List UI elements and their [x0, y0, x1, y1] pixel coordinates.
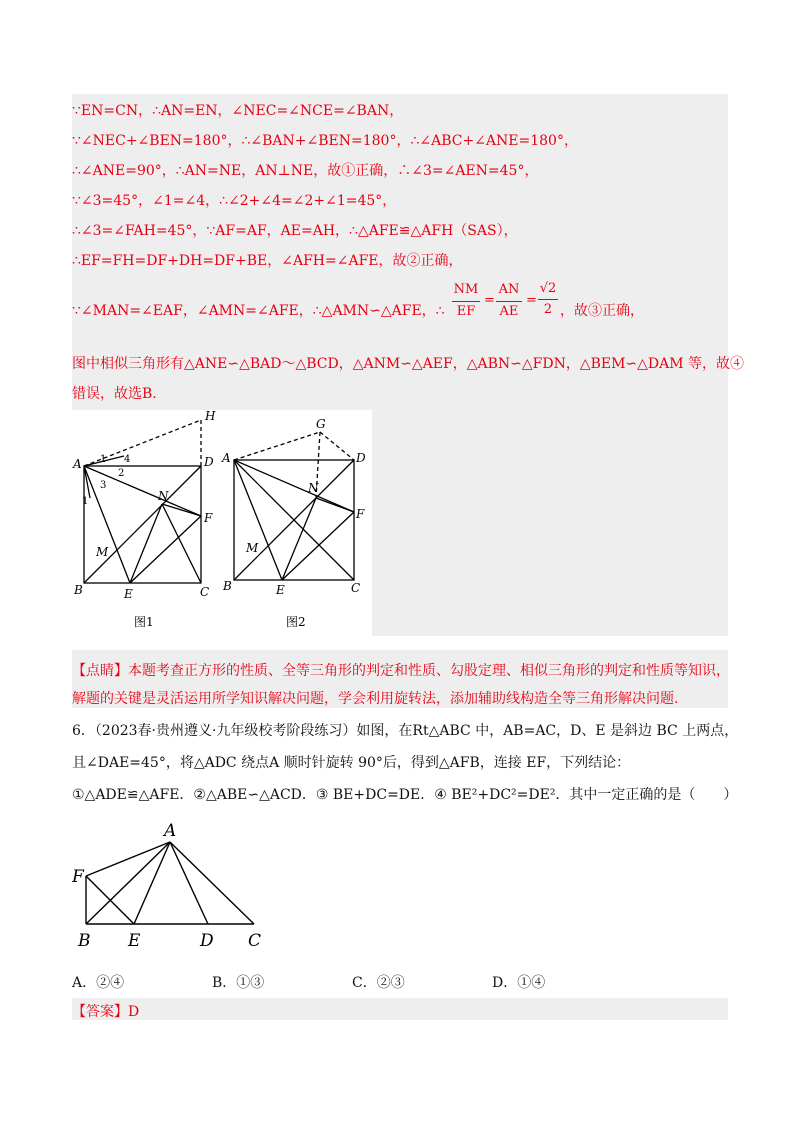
- fraction-nm-ef: [452, 282, 480, 322]
- comment-line-2: 解题的关键是灵活运用所学知识解决问题，学会利用旋转法，添加辅助线构造全等三角形解决问题.: [72, 691, 679, 707]
- angle-4-label: 4: [124, 454, 131, 465]
- fraction-denominator: AE: [499, 304, 519, 319]
- label-N: N: [308, 481, 319, 495]
- comment-tag: 【点睛】: [72, 663, 128, 679]
- angle-1-label: 1: [100, 454, 107, 465]
- answer-value: D: [128, 1004, 140, 1020]
- label-D: D: [204, 455, 214, 469]
- solution-line-2: ∵∠NEC+∠BEN=180°，∴∠BAN+∠BEN=180°，∴∠ABC+∠ANE=180°，: [72, 133, 578, 149]
- solution-line-5: ∴∠3=∠FAH=45°，∵AF=AF，AE=AH，∴△AFE≌△AFH（SAS），: [72, 223, 518, 239]
- option-a: A．②④: [72, 975, 125, 991]
- fraction-an-ae: [496, 282, 522, 322]
- square-figures: [72, 410, 372, 636]
- label-N: N: [158, 489, 169, 503]
- fraction-bar: [496, 301, 522, 302]
- option-d: D．①④: [492, 975, 546, 991]
- label-B: B: [223, 579, 232, 593]
- fraction-numerator: √2: [539, 281, 557, 296]
- label-E: E: [124, 587, 133, 601]
- angle-2-label: 2: [118, 468, 125, 479]
- label-G: G: [316, 417, 326, 431]
- equals-sign: =: [526, 293, 537, 308]
- similar-line-1: 图中相似三角形有△ANE∽△BAD～△BCD，△ANM∽△AEF，△ABN∽△FDN，△BEM∽△DAM 等，故④: [72, 356, 745, 372]
- option-b: B．①③: [212, 975, 265, 991]
- fraction-bar: [538, 299, 558, 300]
- question-line-1: 6．（2023春·贵州遵义·九年级校考阶段练习）如图，在Rt△ABC 中，AB=AC，D、E 是斜边 BC 上两点，: [72, 723, 739, 739]
- solution-line-3: ∴∠ANE=90°，∴AN=NE，AN⊥NE，故①正确，∴∠3=∠AEN=45°，: [72, 163, 539, 179]
- label-E: E: [128, 931, 141, 951]
- fraction-root2-over-2: [538, 280, 558, 322]
- fraction-denominator: EF: [456, 304, 476, 319]
- equals-sign: =: [484, 293, 495, 308]
- triangle-figure: [72, 816, 272, 952]
- label-F: F: [72, 867, 84, 887]
- comment-line-1: [72, 660, 730, 680]
- ratio-line-suffix: ，故③正确，: [560, 303, 644, 319]
- fraction-numerator: NM: [453, 282, 479, 297]
- solution-line-6: ∴EF=FH=DF+DH=DF+BE，∠AFH=∠AFE，故②正确，: [72, 253, 463, 269]
- solution-line-1: ∵EN=CN，∴AN=EN，∠NEC=∠NCE=∠BAN，: [72, 103, 404, 119]
- question-line-3: ①△ADE≌△AFE．②△ABE∽△ACD．③ BE+DC=DE．④ BE²+DC²=DE²．其中一定正确的是（ ）: [72, 787, 738, 803]
- label-F: F: [204, 511, 213, 525]
- label-A: A: [222, 451, 231, 465]
- label-D: D: [200, 931, 214, 951]
- label-E: E: [276, 583, 285, 597]
- label-M: M: [96, 545, 109, 559]
- option-c: C．②③: [352, 975, 405, 991]
- label-A: A: [164, 821, 177, 841]
- label-B: B: [74, 583, 83, 597]
- fraction-numerator: AN: [498, 282, 520, 297]
- label-H: H: [205, 410, 216, 423]
- label-M: M: [246, 541, 259, 555]
- label-B: B: [78, 931, 91, 951]
- answer-tag: 【答案】: [72, 1004, 128, 1020]
- label-C: C: [248, 931, 262, 951]
- label-C: C: [200, 585, 210, 599]
- figure-1-caption: 图1: [134, 615, 154, 629]
- comment-text-1: 本题考查正方形的性质、全等三角形的判定和性质、勾股定理、相似三角形的判定和性质等知识，: [128, 663, 730, 679]
- fraction-bar: [452, 301, 480, 302]
- label-A: A: [73, 457, 82, 471]
- answer-line: [72, 1001, 139, 1021]
- label-F: F: [356, 507, 365, 521]
- question-line-2: 且∠DAE=45°，将△ADC 绕点A 顺时针旋转 90°后，得到△AFB，连接 EF，下列结论：: [72, 755, 631, 771]
- fraction-denominator: 2: [543, 302, 553, 317]
- answer-shade: [72, 998, 728, 1020]
- angle-3-label: 3: [100, 480, 107, 491]
- ratio-line-prefix: ∵∠MAN=∠EAF，∠AMN=∠AFE，∴△AMN∽△AFE，∴: [72, 303, 445, 319]
- figure-2-caption: 图2: [286, 615, 306, 629]
- label-D: D: [356, 451, 366, 465]
- similar-line-2: 错误，故选B.: [72, 386, 157, 402]
- label-C: C: [351, 581, 361, 595]
- solution-line-4: ∵∠3=45°，∠1=∠4，∴∠2+∠4=∠2+∠1=45°，: [72, 193, 397, 209]
- angle-1b-label: 1: [82, 496, 89, 507]
